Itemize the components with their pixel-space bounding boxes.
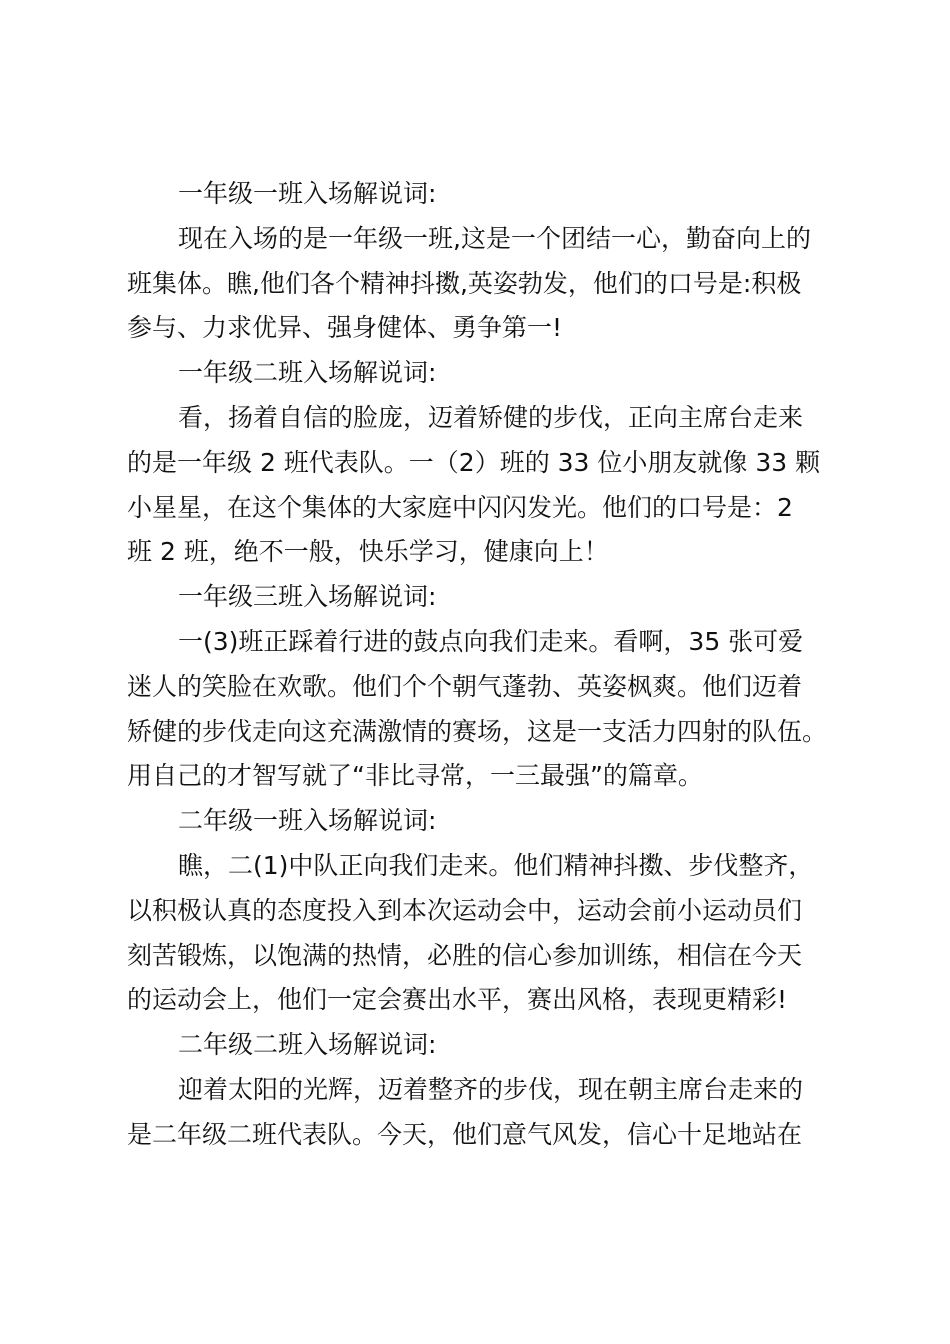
paragraph-line: 迷人的笑脸在欢歌。他们个个朝气蓬勃、英姿枫爽。他们迈着 xyxy=(127,671,803,701)
section-heading: 一年级一班入场解说词: xyxy=(178,179,437,208)
paragraph-line: 班 2 班，绝不一般，快乐学习，健康向上！ xyxy=(127,537,609,567)
section-heading: 二年级一班入场解说词: xyxy=(178,806,437,836)
paragraph-line: 的运动会上，他们一定会赛出水平，赛出风格，表现更精彩! xyxy=(127,985,788,1015)
paragraph-line: 是二年级二班代表队。今天，他们意气风发，信心十足地站在 xyxy=(127,1119,803,1149)
paragraph-line: 现在入场的是一年级一班,这是一个团结一心，勤奋向上的 xyxy=(178,223,811,253)
paragraph-line: 用自己的才智写就了“非比寻常，一三最强”的篇章。 xyxy=(127,761,703,791)
paragraph-line: 的是一年级 2 班代表队。一（2）班的 33 位小朋友就像 33 颗 xyxy=(127,447,821,477)
paragraph-line: 一(3)班正踩着行进的鼓点向我们走来。看啊，35 张可爱 xyxy=(178,626,804,656)
paragraph-line: 迎着太阳的光辉，迈着整齐的步伐，现在朝主席台走来的 xyxy=(178,1074,804,1104)
section-heading: 二年级二班入场解说词: xyxy=(178,1030,437,1060)
section-heading: 一年级三班入场解说词: xyxy=(178,582,437,612)
paragraph-line: 参与、力求优异、强身健体、勇争第一! xyxy=(127,313,563,343)
paragraph-line: 班集体。瞧,他们各个精神抖擞,英姿勃发，他们的口号是:积极 xyxy=(127,268,802,298)
paragraph-line: 矫健的步伐走向这充满激情的赛场，这是一支活力四射的队伍。 xyxy=(127,716,828,746)
document-body xyxy=(127,172,847,1158)
section-heading: 一年级二班入场解说词: xyxy=(178,358,437,388)
paragraph-line: 刻苦锻炼，以饱满的热情，必胜的信心参加训练，相信在今天 xyxy=(127,940,803,970)
paragraph-line: 看，扬着自信的脸庞，迈着矫健的步伐，正向主席台走来 xyxy=(178,402,804,432)
paragraph-line: 小星星，在这个集体的大家庭中闪闪发光。他们的口号是：2 xyxy=(127,492,793,522)
paragraph-line: 瞧，二(1)中队正向我们走来。他们精神抖擞、步伐整齐， xyxy=(178,850,814,880)
paragraph-line: 以积极认真的态度投入到本次运动会中，运动会前小运动员们 xyxy=(127,895,803,925)
